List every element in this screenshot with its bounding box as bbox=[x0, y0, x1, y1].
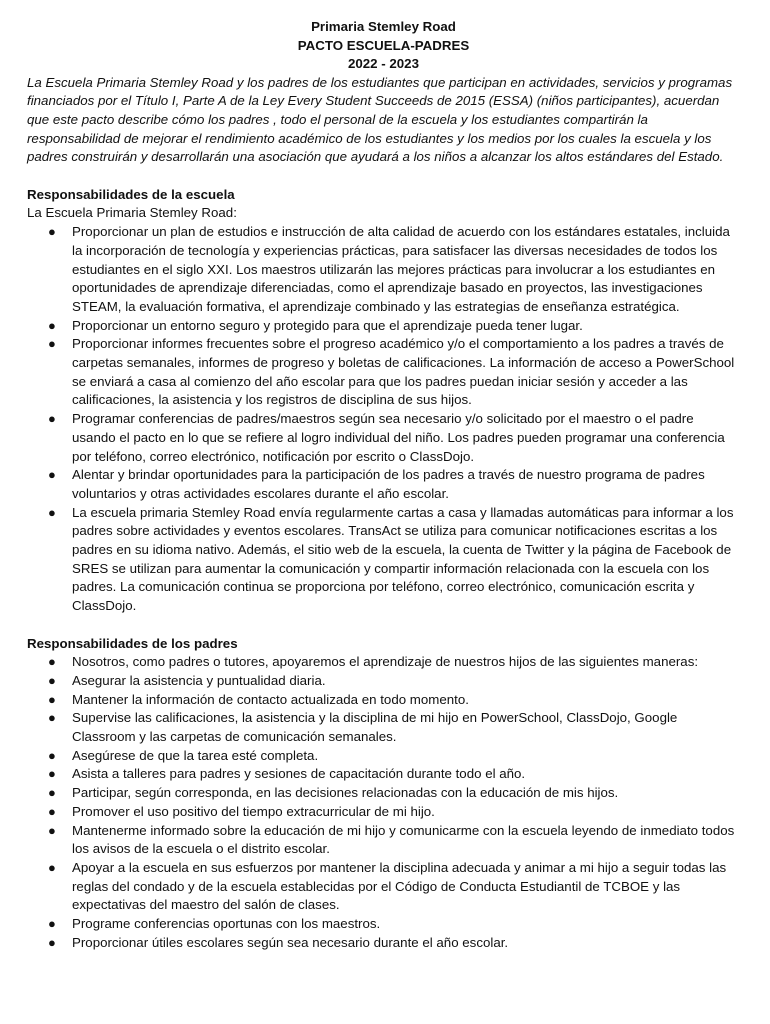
list-item bbox=[27, 822, 740, 859]
list-item bbox=[27, 672, 740, 691]
bullet-icon: ● bbox=[48, 467, 56, 483]
list-item bbox=[27, 691, 740, 710]
list-item bbox=[27, 709, 740, 746]
list-item bbox=[27, 223, 740, 317]
list-item-text: Promover el uso positivo del tiempo extracurricular de mi hijo. bbox=[72, 803, 435, 819]
bullet-icon: ● bbox=[48, 747, 56, 763]
list-item bbox=[27, 410, 740, 466]
bullet-icon: ● bbox=[48, 317, 56, 333]
list-item bbox=[27, 317, 740, 336]
list-item bbox=[27, 765, 740, 784]
bullet-icon: ● bbox=[48, 224, 56, 240]
school-year: 2022 - 2023 bbox=[348, 56, 419, 71]
list-item bbox=[27, 784, 740, 803]
bullet-icon: ● bbox=[48, 672, 56, 688]
list-item bbox=[27, 653, 740, 672]
list-item-text: Asegurar la asistencia y puntualidad diaria. bbox=[72, 672, 326, 688]
list-item-text: Proporcionar útiles escolares según sea necesario durante el año escolar. bbox=[72, 934, 509, 950]
school-responsibilities-list bbox=[27, 223, 740, 616]
list-item-text: La escuela primaria Stemley Road envía regularmente cartas a casa y llamadas automáticas para informar a los padres sobre actividades y eventos escolares. TransAct se utiliza para comunicar notificaciones escritas a los padres en su idioma nativo. Además, el sitio web de la escuela, la cuenta de Twitter y la página de Facebook de SRES se utilizan para aumentar la comunicación y compartir información relacionada con la escuela con los padres. La comunicación continua se proporciona por teléfono, correo electrónico, comunicación escrita y ClassDojo. bbox=[72, 504, 734, 614]
list-item bbox=[27, 803, 740, 822]
bullet-icon: ● bbox=[48, 860, 56, 875]
list-item-text: Supervise las calificaciones, la asistencia y la disciplina de mi hijo en PowerSchool, ClassDojo, Google Classroom y las carpetas de comunicación semanales. bbox=[72, 710, 678, 745]
intro-paragraph: La Escuela Primaria Stemley Road y los padres de los estudiantes que participan en actividades, servicios y programas financiados por el Título I, Parte A de la Ley Every Student Succeeds de 2015 (ESSA) (niños participantes), acuerdan que este pacto describe cómo los padres , todo el personal de la escuela y los estudiantes compartirán la responsabilidad de mejorar el rendimiento académico de los estudiantes y los medios por los cuales la escuela y los padres construirán y desarrollarán una asociación que ayudará a los niños a alcanzar los altos estándares del Estado. bbox=[27, 74, 733, 165]
list-item-text: Asista a talleres para padres y sesiones de capacitación durante todo el año. bbox=[72, 766, 526, 782]
list-item-text: Proporcionar un entorno seguro y protegido para que el aprendizaje pueda tener lugar. bbox=[72, 317, 583, 333]
list-item bbox=[27, 504, 740, 616]
bullet-icon: ● bbox=[48, 411, 56, 427]
school-name: Primaria Stemley Road bbox=[311, 19, 456, 34]
bullet-icon: ● bbox=[48, 785, 56, 801]
list-item-text: Apoyar a la escuela en sus esfuerzos por mantener la disciplina adecuada y animar a mi hijo a seguir todas las reglas del condado y de la escuela establecidas por el Código de Conducta Estudiantil de TCBOE y las expectativas del maestro del salón de clases. bbox=[72, 860, 727, 913]
bullet-icon: ● bbox=[48, 916, 56, 932]
list-item-text: Asegúrese de que la tarea esté completa. bbox=[72, 747, 319, 763]
list-item-text: Participar, según corresponda, en las decisiones relacionadas con la educación de mis hijos. bbox=[72, 785, 619, 801]
bullet-icon: ● bbox=[48, 710, 56, 726]
list-item-text: Nosotros, como padres o tutores, apoyaremos el aprendizaje de nuestros hijos de las siguientes maneras: bbox=[72, 654, 699, 670]
list-item-text: Proporcionar un plan de estudios e instrucción de alta calidad de acuerdo con los estándares estatales, incluida la incorporación de tecnología y experiencias prácticas, para satisfacer las diversas necesidades de todos los estudiantes en el siglo XXI. Los maestros utilizarán las mejores prácticas para involucrar a los estudiantes en oportunidades de aprendizaje diferenciadas, como el aprendizaje basado en proyectos, las investigaciones STEAM, la evaluación formativa, el aprendizaje combinado y las estrategias de enseñanza estratégica. bbox=[72, 224, 730, 314]
list-item-text: Programar conferencias de padres/maestros según sea necesario y/o solicitado por el maestro o el padre usando el pacto en lo que se refiere al logro individual del niño. Los padres pueden programar una conferencia por teléfono, correo electrónico, notificación por escrito o ClassDojo. bbox=[72, 411, 725, 464]
school-responsibilities-lead: La Escuela Primaria Stemley Road: bbox=[27, 205, 237, 221]
bullet-icon: ● bbox=[48, 934, 56, 950]
bullet-icon: ● bbox=[48, 691, 56, 707]
list-item-text: Mantener la información de contacto actualizada en todo momento. bbox=[72, 691, 469, 707]
bullet-icon: ● bbox=[48, 766, 56, 782]
school-responsibilities-heading: Responsabilidades de la escuela bbox=[27, 186, 235, 202]
bullet-icon: ● bbox=[48, 654, 56, 670]
bullet-icon: ● bbox=[48, 803, 56, 819]
list-item bbox=[27, 934, 740, 953]
list-item-text: Proporcionar informes frecuentes sobre el progreso académico y/o el comportamiento a los padres a través de carpetas semanales, informes de progreso y boletas de calificaciones. La información de acceso a PowerSchool se enviará a casa al comienzo del año escolar para que los padres puedan iniciar sesión y acceder a las calificaciones, la asistencia y los registros de disciplina de sus hijos. bbox=[72, 336, 735, 408]
bullet-icon: ● bbox=[48, 504, 56, 520]
list-item bbox=[27, 859, 740, 915]
list-item-text: Alentar y brindar oportunidades para la participación de los padres a través de nuestro programa de padres voluntarios y otras actividades escolares durante el año escolar. bbox=[72, 467, 705, 501]
list-item-text: Mantenerme informado sobre la educación de mi hijo y comunicarme con la escuela leyendo de inmediato todos los avisos de la escuela o el distrito escolar. bbox=[72, 822, 735, 857]
document-header bbox=[27, 18, 740, 74]
list-item bbox=[27, 335, 740, 410]
list-item bbox=[27, 747, 740, 766]
bullet-icon: ● bbox=[48, 336, 56, 352]
list-item bbox=[27, 466, 740, 503]
parent-responsibilities-list bbox=[27, 653, 740, 952]
list-item-text: Programe conferencias oportunas con los maestros. bbox=[72, 916, 381, 932]
list-item bbox=[27, 915, 740, 934]
document-title: PACTO ESCUELA-PADRES bbox=[297, 37, 470, 53]
bullet-icon: ● bbox=[48, 822, 56, 838]
parent-responsibilities-heading: Responsabilidades de los padres bbox=[27, 635, 238, 651]
